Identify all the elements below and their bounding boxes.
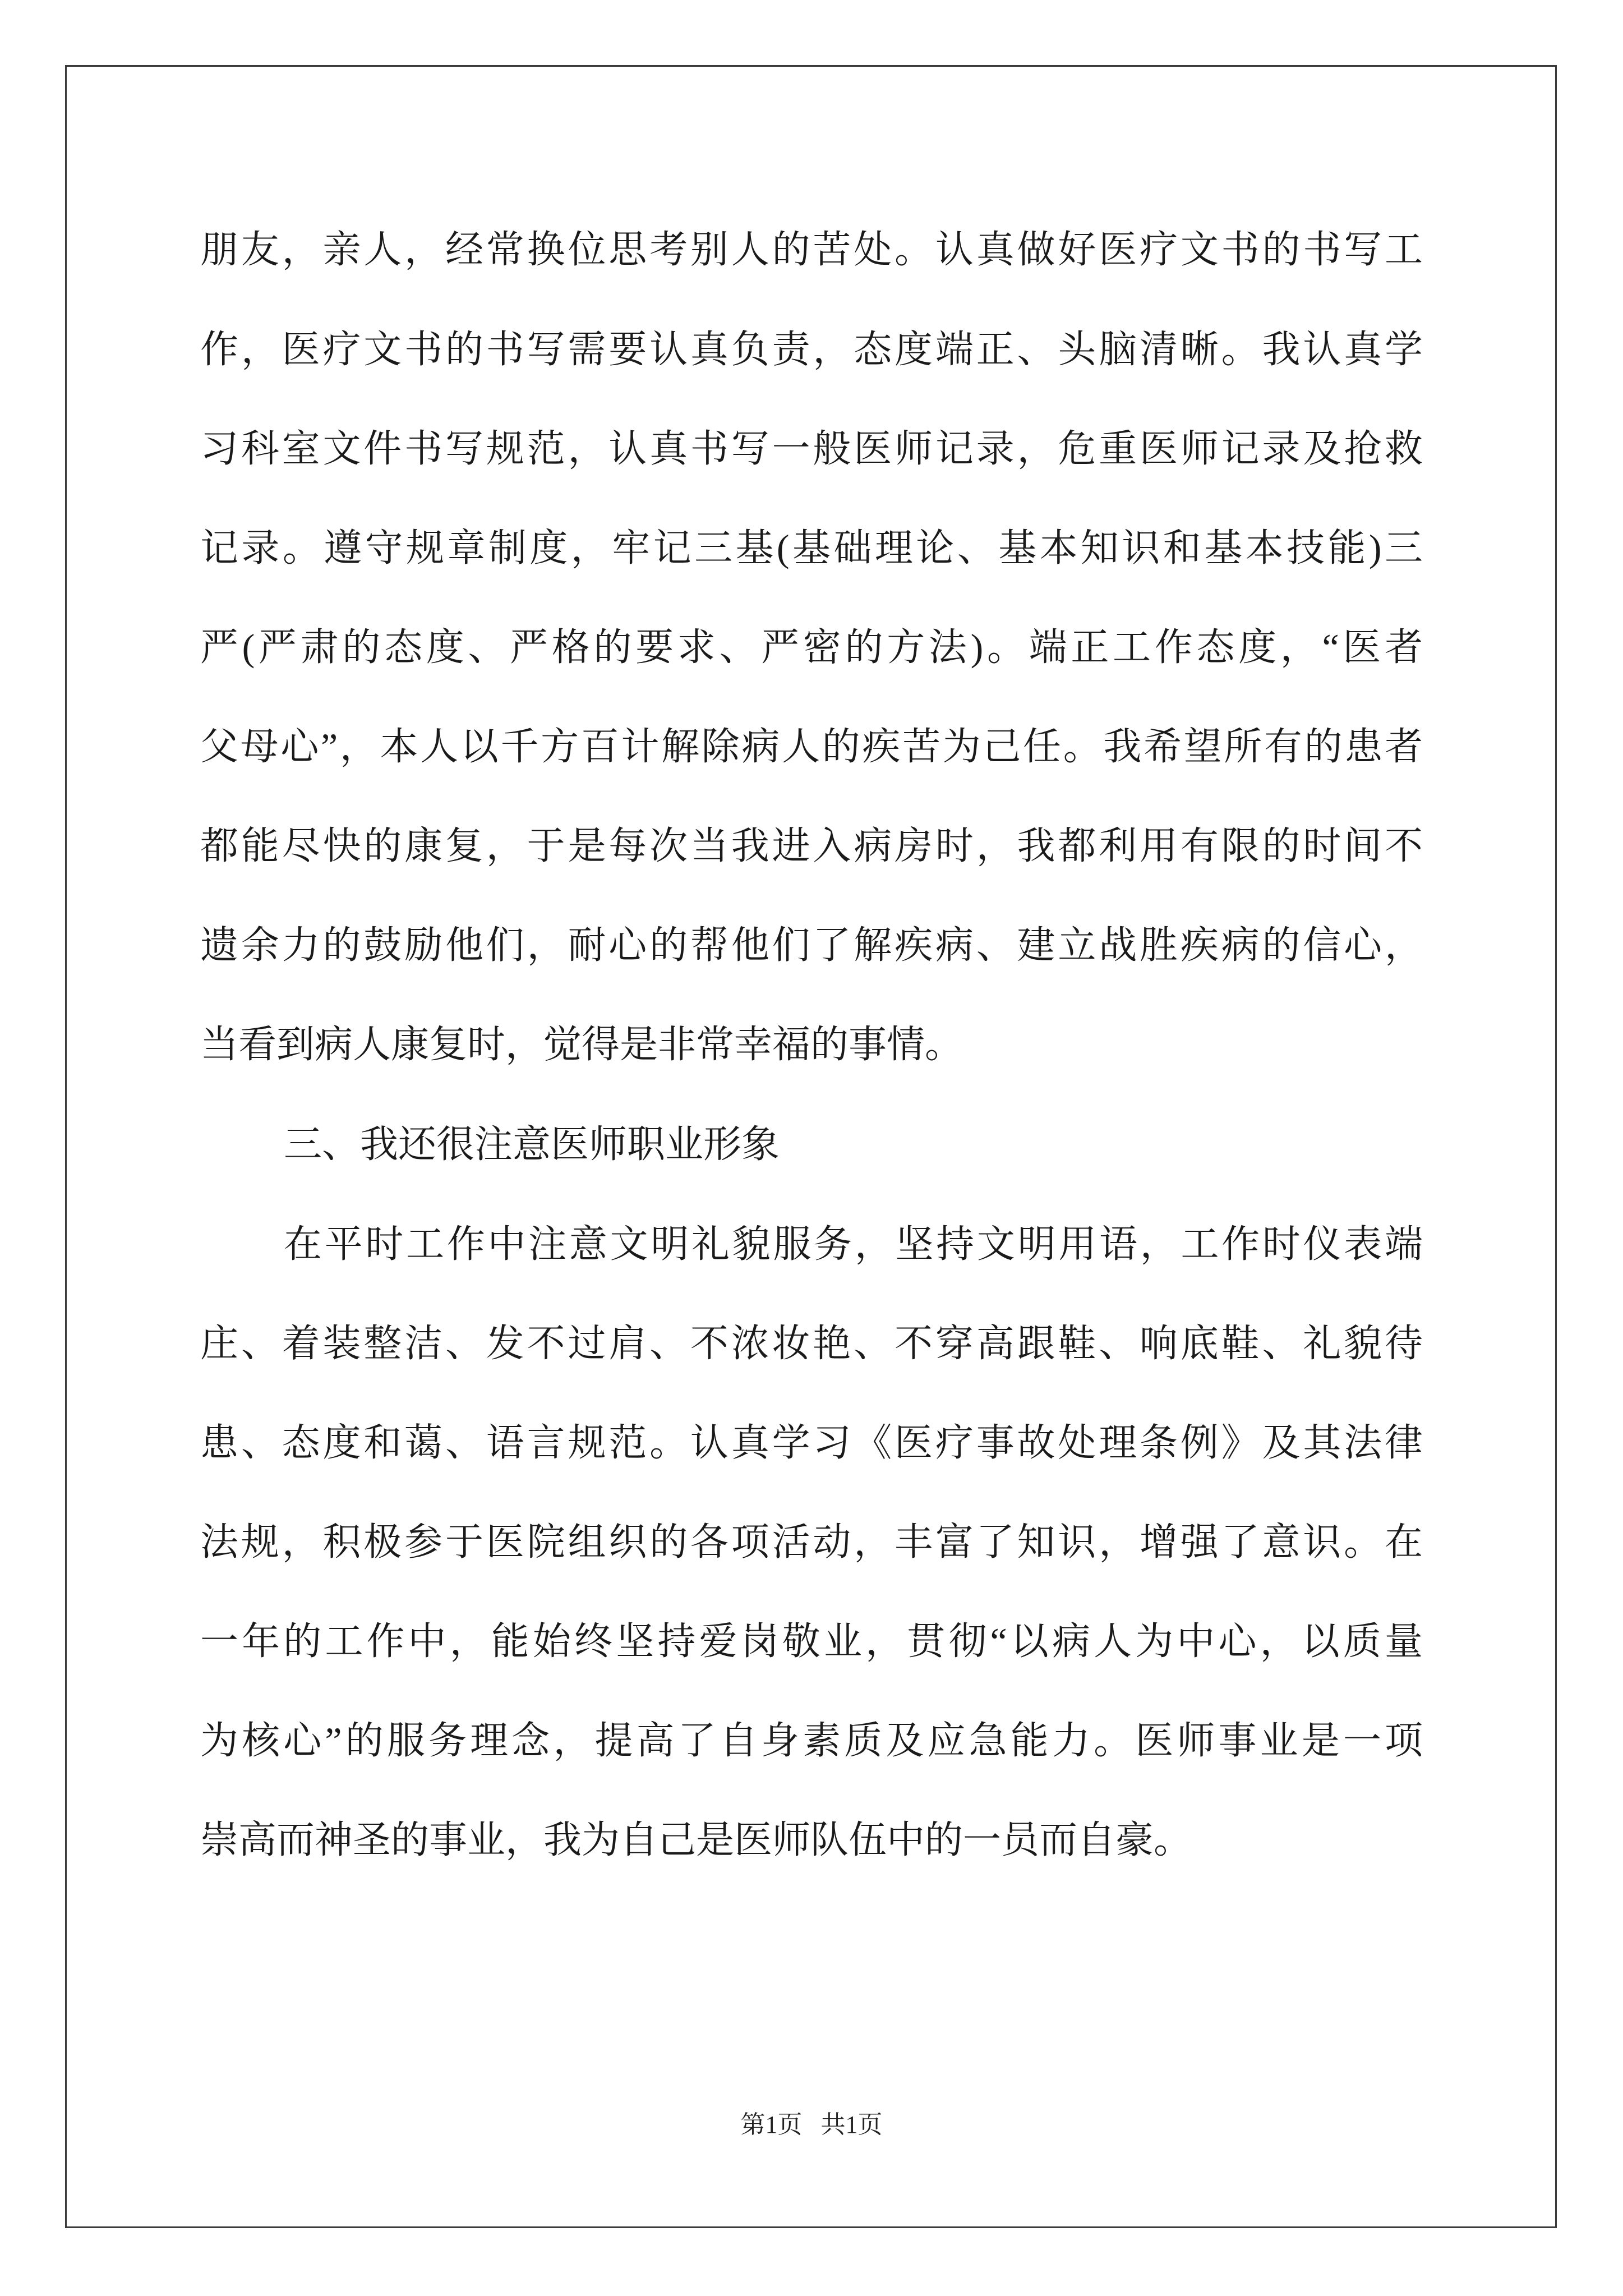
paragraph-1-line-9: 当看到病人康复时，觉得是非常幸福的事情。: [200, 1023, 963, 1066]
paragraph-2-line-3: 患、态度和蔼、语言规范。认真学习《医疗事故处理条例》及其法律: [200, 1421, 1423, 1464]
paragraph-1-line-7: 都能尽快的康复，于是每次当我进入病房时，我都利用有限的时间不: [200, 825, 1423, 867]
paragraph-2-line-7: 崇高而神圣的事业，我为自己是医师队伍中的一员而自豪。: [200, 1819, 1192, 1861]
paragraph-1-line-1: 朋友，亲人，经常换位思考别人的苦处。认真做好医疗文书的书写工: [200, 228, 1423, 271]
paragraph-1-line-3: 习科室文件书写规范，认真书写一般医师记录，危重医师记录及抢救: [200, 427, 1423, 470]
section-heading: 三、我还很注意医师职业形象: [284, 1123, 780, 1166]
paragraph-1-line-4: 记录。遵守规章制度，牢记三基(基础理论、基本知识和基本技能)三: [200, 527, 1423, 569]
page-footer: 第1页 共1页: [740, 2111, 883, 2138]
paragraph-2-line-4: 法规，积极参于医院组织的各项活动，丰富了知识，增强了意识。在: [200, 1521, 1423, 1563]
paragraph-2-line-1: 在平时工作中注意文明礼貌服务，坚持文明用语，工作时仪表端: [284, 1223, 1423, 1266]
paragraph-1-line-5: 严(严肃的态度、严格的要求、严密的方法)。端正工作态度，“医者: [200, 626, 1423, 669]
paragraph-1-line-8: 遗余力的鼓励他们，耐心的帮他们了解疾病、建立战胜疾病的信心，: [200, 924, 1423, 967]
paragraph-2-line-2: 庄、着装整洁、发不过肩、不浓妆艳、不穿高跟鞋、响底鞋、礼貌待: [200, 1322, 1423, 1365]
paragraph-2-line-5: 一年的工作中，能始终坚持爱岗敬业，贯彻“以病人为中心，以质量: [200, 1620, 1423, 1663]
paragraph-1-line-6: 父母心”，本人以千方百计解除病人的疾苦为己任。我希望所有的患者: [200, 725, 1423, 768]
paragraph-2-line-6: 为核心”的服务理念，提高了自身素质及应急能力。医师事业是一项: [200, 1719, 1423, 1762]
paragraph-1-line-2: 作，医疗文书的书写需要认真负责，态度端正、头脑清晰。我认真学: [200, 328, 1423, 371]
